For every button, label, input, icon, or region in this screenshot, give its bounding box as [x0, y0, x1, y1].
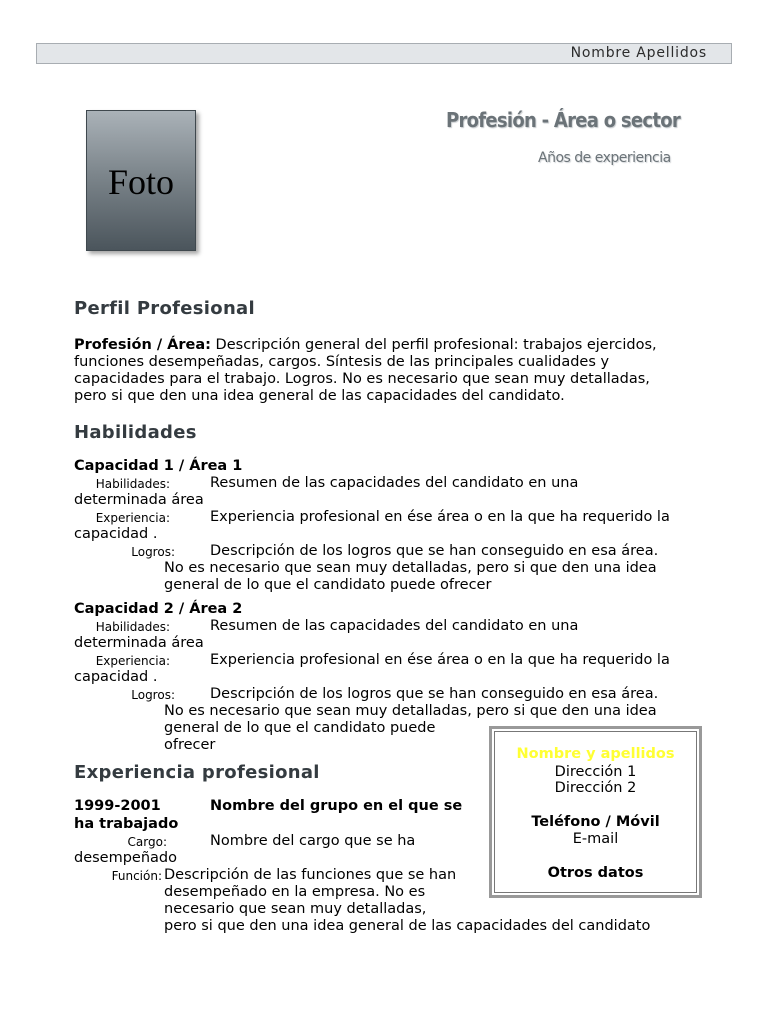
skill-log-text: general de lo que el candidato puede ofrecer	[164, 577, 492, 593]
header-bar	[36, 43, 732, 64]
skill-log-text: ofrecer	[164, 737, 216, 753]
contact-email: E-mail	[572, 831, 619, 847]
experience-funcion-line: necesario que sean muy detalladas,	[164, 901, 427, 917]
profile-line: capacidades para el trabajo. Logros. No es necesario que sean muy detalladas,	[74, 371, 650, 387]
experience-funcion-label: Función:	[111, 869, 162, 883]
skill-hab-text: Resumen de las capacidades del candidato en una	[210, 475, 579, 491]
skill-block-title: Capacidad 1 / Área 1	[74, 458, 243, 474]
experience-cargo-text: Nombre del cargo que se ha	[210, 833, 416, 849]
skill-exp-text: Experiencia profesional en ése área o en la que ha requerido la	[210, 509, 670, 525]
profile-line: funciones desempeñadas, cargos. Síntesis de las principales cualidades y	[74, 354, 610, 370]
skill-hab-label: Habilidades:	[95, 477, 170, 491]
experience-period: 1999-2001	[74, 798, 161, 814]
skill-exp-label: Experiencia:	[95, 511, 170, 525]
contact-box	[489, 726, 702, 898]
skill-block-title: Capacidad 2 / Área 2	[74, 601, 243, 617]
profile-lead: Profesión / Área:	[74, 337, 211, 353]
skill-exp-label: Experiencia:	[95, 654, 170, 668]
skill-log-text: Descripción de los logros que se han conseguido en esa área.	[210, 543, 659, 559]
experience-group: Nombre del grupo en el que se	[210, 798, 463, 814]
profile-paragraph	[74, 337, 714, 405]
experience-funcion-line: desempeñado en la empresa. No es	[164, 884, 426, 900]
photo-label: Foto	[107, 162, 175, 202]
photo-placeholder	[86, 110, 196, 251]
profile-line: pero si que den una idea general de las capacidades del candidato.	[74, 388, 565, 404]
contact-phone: Teléfono / Móvil	[531, 814, 660, 830]
profession-title: Profesión - Área o sector	[446, 108, 681, 132]
experience-heading: Experiencia profesional	[74, 762, 320, 783]
skill-hab-label: Habilidades:	[95, 620, 170, 634]
profile-line: Descripción general del perfil profesional: trabajos ejercidos,	[210, 337, 657, 353]
skill-log-text: No es necesario que sean muy detalladas, pero si que den una idea	[164, 703, 657, 719]
skills-heading: Habilidades	[74, 422, 197, 443]
contact-address-1: Dirección 1	[554, 764, 637, 780]
contact-other: Otros datos	[547, 865, 644, 881]
experience-cargo-label: Cargo:	[127, 835, 167, 849]
skill-hab-text: Resumen de las capacidades del candidato en una	[210, 618, 579, 634]
profile-heading: Perfil Profesional	[74, 298, 255, 319]
skill-log-label: Logros:	[131, 545, 175, 559]
skill-log-text: general de lo que el candidato puede	[164, 720, 436, 736]
years-experience: Años de experiencia	[538, 150, 671, 166]
skill-log-text: Descripción de los logros que se han conseguido en esa área.	[210, 686, 659, 702]
contact-address-2: Dirección 2	[554, 780, 637, 796]
experience-funcion-line: Descripción de las funciones que se han	[164, 867, 457, 883]
skill-log-text: No es necesario que sean muy detalladas, pero si que den una idea	[164, 560, 657, 576]
experience-funcion-line: pero si que den una idea general de las capacidades del candidato	[164, 918, 651, 934]
experience-cargo-text: desempeñado	[74, 850, 178, 866]
experience-group: ha trabajado	[74, 816, 179, 832]
skill-hab-text: determinada área	[74, 492, 204, 508]
skill-exp-text: capacidad .	[74, 526, 158, 542]
skill-hab-text: determinada área	[74, 635, 204, 651]
skill-exp-text: Experiencia profesional en ése área o en la que ha requerido la	[210, 652, 670, 668]
skill-exp-text: capacidad .	[74, 669, 158, 685]
header-name: Nombre Apellidos	[570, 45, 707, 61]
skill-log-label: Logros:	[131, 688, 175, 702]
contact-name: Nombre y apellidos	[516, 746, 675, 762]
